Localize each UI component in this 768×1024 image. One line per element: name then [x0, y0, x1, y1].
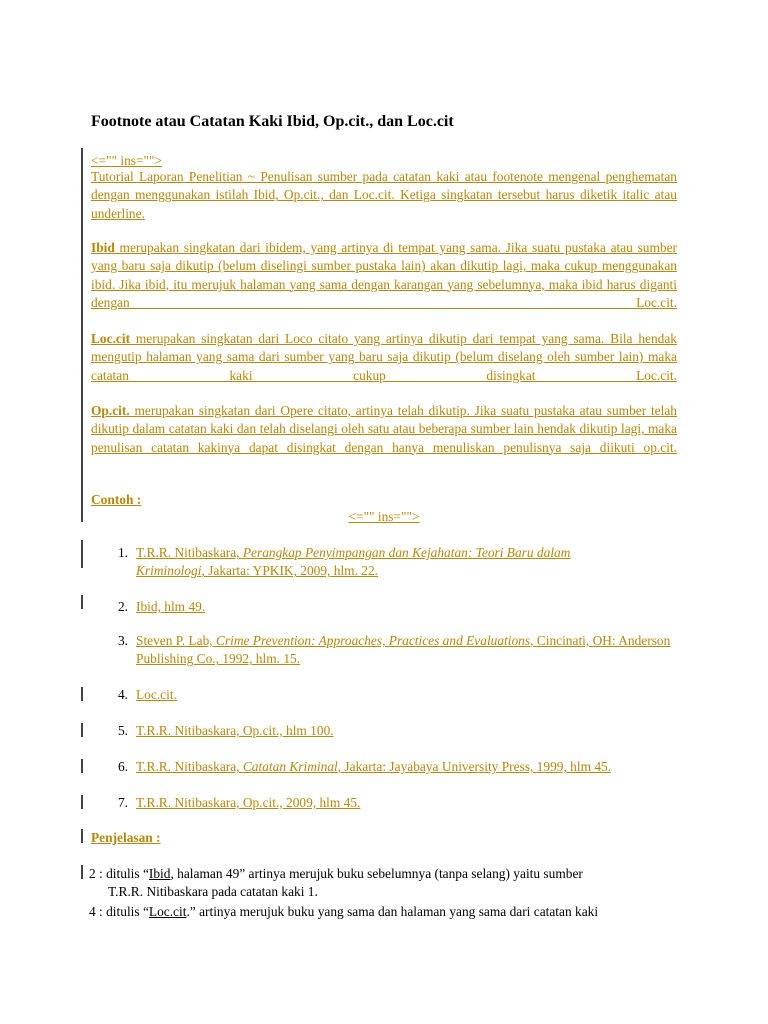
explanation-1: 2 : ditulis “Ibid, halaman 49” artinya merujuk buku sebelumnya (tanpa selang) yaitu sumber: [89, 866, 583, 881]
opcit-paragraph: [91, 402, 677, 457]
page-title: Footnote atau Catatan Kaki Ibid, Op.cit., dan Loc.cit: [91, 113, 454, 130]
loccit-ref: Loc.cit: [148, 904, 187, 919]
footnote-text: T.R.R. Nitibaskara, Op.cit., 2009, hlm 45.: [136, 795, 361, 810]
ibid-term: Ibid: [91, 240, 115, 255]
loccit-text: merupakan singkatan dari Loco citato yang artinya dikutip dari tempat yang sama. Bila hendak mengutip halaman yang sama dari sumber yang baru saja dikutip (belum diselang oleh sumber lain) maka catatan kaki cukup disingkat Loc.cit.: [91, 331, 677, 383]
change-bar: [81, 795, 83, 809]
footnote-text: T.R.R. Nitibaskara, Perangkap Penyimpangan dan Kejahatan: Teori Baru dalam Kriminologi, Jakarta: YPKIK, 2009, hlm. 22.: [136, 545, 571, 579]
footnote-number: 2.: [117, 599, 128, 614]
ibid-text: merupakan singkatan dari ibidem, yang artinya di tempat yang sama. Jika suatu pustaka atau sumber yang baru saja dikutip (belum diselingi sumber pustaka lain) akan dikutip lagi, maka cukup menggunakan ibid. Jika ibid, itu merujuk halaman yang sama dengan karangan yang sebelumnya, maka ibid harus diganti dengan Loc.cit.: [91, 240, 677, 310]
intro-paragraph: Tutorial Laporan Penelitian ~ Penulisan sumber pada catatan kaki atau footenote mengenal penghematan dengan menggunakan istilah Ibid, Op.cit., dan Loc.cit. Ketiga singkatan tersebut harus diketik italic atau underline.: [91, 169, 677, 221]
footnote-text: T.R.R. Nitibaskara, Catatan Kriminal, Jakarta: Jayabaya University Press, 1999, hlm 45.: [136, 759, 612, 774]
footnote-text: Loc.cit.: [136, 687, 177, 702]
change-bar: [81, 723, 83, 737]
opcit-term: Op.cit.: [91, 403, 130, 418]
explanation-1-line2: T.R.R. Nitibaskara pada catatan kaki 1.: [108, 884, 318, 899]
explanation-2: 4 : ditulis “Loc.cit.” artinya merujuk buku yang sama dan halaman yang sama dari catatan kaki: [89, 904, 599, 919]
contoh-label: Contoh :: [91, 492, 142, 507]
penjelasan-label: Penjelasan :: [91, 830, 161, 845]
loccit-term: Loc.cit: [91, 331, 131, 346]
footnote-number: 5.: [117, 723, 128, 738]
footnote-number: 4.: [117, 687, 128, 702]
change-bar: [81, 148, 83, 522]
opcit-text: merupakan singkatan dari Opere citato, artinya telah dikutip. Jika suatu pustaka atau sumber telah dikutip dalam catatan kaki dan telah diselangi oleh satu atau beberapa sumber lain hendak dikutip lagi, maka penulisan catatan kakinya dapat disingkat dengan hanya menuliskan penulisnya saja diikuti op.cit.: [91, 403, 677, 455]
ibid-paragraph: [91, 239, 677, 312]
ins-tag-center: <="" ins="">: [348, 509, 420, 524]
change-bar: [81, 540, 83, 568]
ins-tag-top: <="" ins="">: [91, 153, 163, 168]
change-bar: [81, 865, 83, 879]
ibid-ref: Ibid: [148, 866, 171, 881]
change-bar: [81, 759, 83, 773]
change-bar: [81, 595, 83, 609]
footnote-number: 1.: [117, 545, 128, 560]
footnote-text: T.R.R. Nitibaskara, Op.cit., hlm 100.: [136, 723, 334, 738]
footnote-text: Steven P. Lab, Crime Prevention: Approaches, Practices and Evaluations, Cincinati, OH: Anderson Publishing Co., 1992, hlm. 15.: [136, 633, 671, 667]
footnote-number: 7.: [117, 795, 128, 810]
change-bar: [81, 829, 83, 843]
footnote-number: 3.: [117, 633, 128, 648]
footnote-number: 6.: [117, 759, 128, 774]
change-bar: [81, 687, 83, 701]
loccit-paragraph: [91, 330, 677, 385]
footnote-text: Ibid, hlm 49.: [136, 599, 206, 614]
